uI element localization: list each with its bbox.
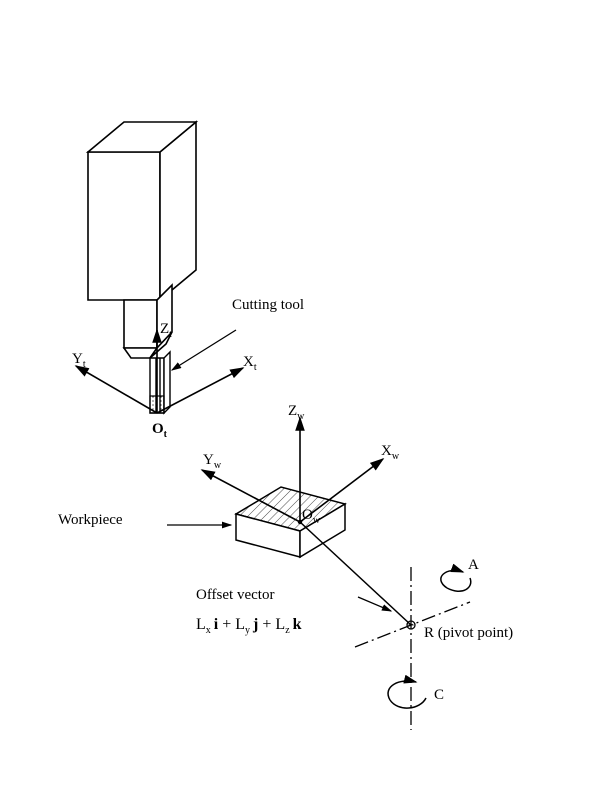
workpiece-text: Workpiece: [58, 512, 123, 528]
eq-plus2: +: [258, 616, 276, 633]
offset-vector-leader: [358, 597, 391, 611]
label-cutting-tool: [232, 298, 304, 314]
tool-z-axis-sub: t: [169, 329, 172, 340]
workpiece-origin-text: O: [302, 507, 313, 523]
cutting-tool-leader: [172, 330, 236, 370]
label-tool-y-axis: [72, 352, 86, 371]
label-pivot-point: [424, 626, 513, 642]
spindle-body: [88, 122, 196, 300]
tool-z-axis-text: Z: [160, 321, 170, 337]
offset-vector-line: [300, 522, 411, 625]
eq-term2-base: L: [235, 616, 246, 633]
offset-vector-text: Offset vector: [196, 587, 275, 603]
label-c-axis: [434, 688, 444, 704]
label-tool-z-axis: [160, 322, 172, 341]
eq-term2-unit: j: [253, 616, 259, 633]
label-workpiece-z-axis: [288, 404, 304, 423]
label-workpiece-x-axis: [381, 444, 399, 463]
label-offset-vector: [196, 588, 274, 604]
c-axis-text: C: [434, 687, 445, 703]
tool-y-axis-sub: t: [82, 359, 86, 370]
workpiece-x-axis-text: X: [381, 443, 392, 459]
workpiece-z-axis-text: Z: [288, 403, 298, 419]
workpiece-x-axis-sub: w: [391, 451, 400, 462]
label-tool-origin: [152, 422, 167, 441]
label-tool-x-axis: [243, 355, 257, 374]
workpiece-y-axis-sub: w: [213, 460, 222, 471]
workpiece-z-axis-sub: w: [297, 411, 305, 422]
eq-term2-sub: y: [245, 625, 251, 637]
workpiece-y-axis-text: Y: [203, 452, 214, 468]
eq-term1-base: L: [196, 616, 206, 633]
label-workpiece-origin: [302, 508, 320, 527]
label-workpiece-y-axis: [203, 453, 221, 472]
eq-term3-unit: k: [292, 616, 302, 633]
tool-x-axis-text: X: [243, 354, 254, 370]
tool-origin-text: O: [152, 421, 164, 437]
eq-term3-base: L: [275, 616, 286, 633]
offset-vector-equation: [196, 617, 302, 637]
a-axis-text: A: [468, 557, 479, 573]
eq-term3-sub: z: [285, 625, 290, 637]
eq-term1-unit: i: [213, 616, 219, 633]
cutting-tool-text: Cutting tool: [232, 297, 305, 313]
eq-plus1: +: [218, 616, 236, 633]
tool-x-axis-sub: t: [253, 362, 257, 373]
c-rotation-arrow: [388, 681, 426, 708]
tool-origin-sub: t: [163, 429, 168, 440]
workpiece-origin-sub: w: [312, 515, 321, 526]
eq-term1-sub: x: [205, 625, 211, 637]
tool-y-axis-text: Y: [72, 351, 83, 367]
pivot-point-text: R (pivot point): [424, 625, 514, 641]
a-rotation-arrow: [441, 570, 471, 591]
label-workpiece: [58, 513, 123, 529]
label-a-axis: [468, 558, 479, 574]
